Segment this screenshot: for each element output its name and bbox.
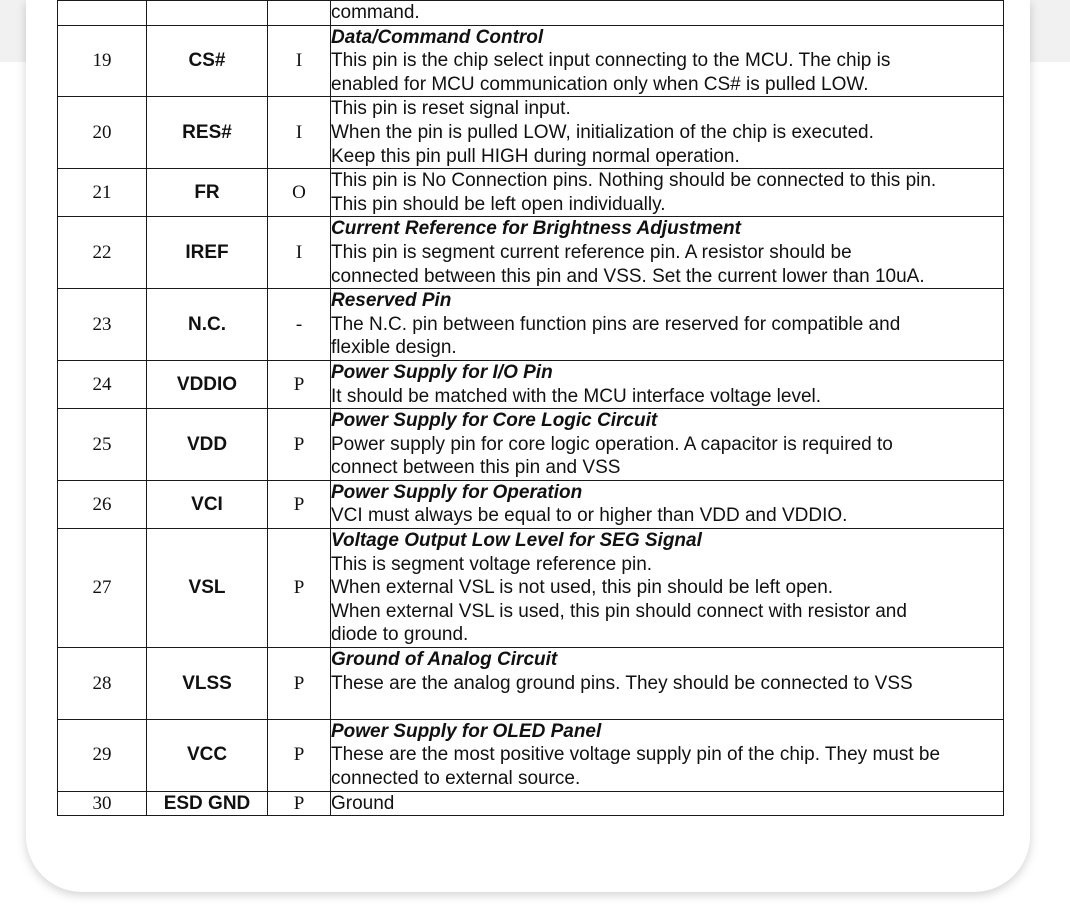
- description-line: connected between this pin and VSS. Set the current lower than 10uA.: [331, 265, 925, 287]
- pin-name-cell: VSL: [147, 529, 268, 648]
- description-line: connected to external source.: [331, 768, 581, 789]
- pin-description-cell: [331, 480, 1004, 528]
- pin-table-body: [58, 1, 1004, 816]
- table-row: [58, 360, 1004, 408]
- pin-type-cell: [268, 1, 331, 26]
- pin-description-cell: [331, 169, 1004, 217]
- pin-name-cell: FR: [147, 169, 268, 217]
- description-heading: Voltage Output Low Level for SEG Signal: [331, 530, 702, 552]
- pin-type-cell: P: [268, 648, 331, 720]
- pin-number-cell: 25: [58, 409, 147, 481]
- pin-description-cell: [331, 1, 1004, 26]
- pin-number-cell: 21: [58, 169, 147, 217]
- description-line: When the pin is pulled LOW, initialization of the chip is executed.: [331, 121, 874, 143]
- pin-type-cell: I: [268, 25, 331, 97]
- pin-type-cell: I: [268, 217, 331, 289]
- table-row: [58, 409, 1004, 481]
- pin-description-cell: [331, 97, 1004, 169]
- pin-type-cell: P: [268, 791, 331, 816]
- pin-name-cell: CS#: [147, 25, 268, 97]
- pin-type-cell: P: [268, 360, 331, 408]
- description-line: enabled for MCU communication only when CS# is pulled LOW.: [331, 73, 869, 95]
- description-heading: Power Supply for I/O Pin: [331, 361, 553, 383]
- pin-description-cell: [331, 791, 1004, 816]
- pin-type-cell: P: [268, 529, 331, 648]
- pin-description-cell: [331, 648, 1004, 720]
- pin-name-cell: ESD GND: [147, 791, 268, 816]
- description-line: [331, 695, 1003, 719]
- description-line: diode to ground.: [331, 624, 469, 646]
- pin-description-cell: [331, 217, 1004, 289]
- description-line: This is segment voltage reference pin.: [331, 553, 653, 575]
- pin-name-cell: VCC: [147, 719, 268, 791]
- table-row: [58, 217, 1004, 289]
- pin-number-cell: 23: [58, 289, 147, 361]
- table-row: [58, 480, 1004, 528]
- description-line: This pin should be left open individually.: [331, 193, 666, 215]
- pin-name-cell: [147, 1, 268, 26]
- description-heading: Reserved Pin: [331, 290, 452, 312]
- description-line: VCI must always be equal to or higher than VDD and VDDIO.: [331, 505, 848, 527]
- description-line: Ground: [331, 792, 395, 814]
- description-heading: Data/Command Control: [331, 26, 544, 48]
- description-line: When external VSL is used, this pin should connect with resistor and: [331, 600, 907, 622]
- table-row: [58, 25, 1004, 97]
- pin-number-cell: 20: [58, 97, 147, 169]
- pin-number-cell: 19: [58, 25, 147, 97]
- pin-name-cell: VCI: [147, 480, 268, 528]
- pin-description-cell: [331, 25, 1004, 97]
- description-heading: Power Supply for OLED Panel: [331, 720, 602, 742]
- description-line: This pin is reset signal input.: [331, 98, 571, 120]
- pin-name-cell: RES#: [147, 97, 268, 169]
- description-line: It should be matched with the MCU interface voltage level.: [331, 385, 822, 407]
- description-line: When external VSL is not used, this pin should be left open.: [331, 577, 834, 599]
- pin-number-cell: 26: [58, 480, 147, 528]
- pin-description-cell: [331, 409, 1004, 481]
- description-line: This pin is the chip select input connecting to the MCU. The chip is: [331, 50, 891, 72]
- pin-description-cell: [331, 529, 1004, 648]
- pin-type-cell: -: [268, 289, 331, 361]
- pin-number-cell: 28: [58, 648, 147, 720]
- table-row: [58, 648, 1004, 720]
- pin-type-cell: I: [268, 97, 331, 169]
- pin-description-cell: [331, 289, 1004, 361]
- description-heading: Power Supply for Operation: [331, 481, 583, 503]
- pin-type-cell: O: [268, 169, 331, 217]
- pin-name-cell: VDDIO: [147, 360, 268, 408]
- table-row: [58, 529, 1004, 648]
- pin-name-cell: IREF: [147, 217, 268, 289]
- description-line: These are the most positive voltage supply pin of the chip. They must be: [331, 744, 941, 766]
- table-row: [58, 791, 1004, 816]
- description-heading: Ground of Analog Circuit: [331, 649, 558, 671]
- pin-description-cell: [331, 360, 1004, 408]
- description-line: flexible design.: [331, 337, 457, 359]
- pin-name-cell: VDD: [147, 409, 268, 481]
- description-heading: Current Reference for Brightness Adjustment: [331, 218, 741, 240]
- pin-type-cell: P: [268, 719, 331, 791]
- pin-type-cell: P: [268, 480, 331, 528]
- table-row: [58, 1, 1004, 26]
- description-heading: Power Supply for Core Logic Circuit: [331, 410, 658, 432]
- table-row: [58, 719, 1004, 791]
- pin-number-cell: 29: [58, 719, 147, 791]
- description-line: These are the analog ground pins. They should be connected to VSS: [331, 672, 913, 694]
- pin-description-cell: [331, 719, 1004, 791]
- description-line: connect between this pin and VSS: [331, 457, 621, 479]
- table-row: [58, 169, 1004, 217]
- description-line: Keep this pin pull HIGH during normal operation.: [331, 145, 740, 167]
- pin-number-cell: 30: [58, 791, 147, 816]
- pin-description-table: [57, 0, 1004, 816]
- description-line: command.: [331, 2, 420, 23]
- pin-number-cell: 24: [58, 360, 147, 408]
- table-row: [58, 289, 1004, 361]
- pin-name-cell: VLSS: [147, 648, 268, 720]
- description-line: The N.C. pin between function pins are reserved for compatible and: [331, 313, 901, 335]
- description-line: This pin is No Connection pins. Nothing should be connected to this pin.: [331, 170, 937, 192]
- description-line: This pin is segment current reference pin. A resistor should be: [331, 241, 852, 263]
- table-row: [58, 97, 1004, 169]
- pin-name-cell: N.C.: [147, 289, 268, 361]
- pin-type-cell: P: [268, 409, 331, 481]
- pin-number-cell: [58, 1, 147, 26]
- pin-number-cell: 22: [58, 217, 147, 289]
- pin-number-cell: 27: [58, 529, 147, 648]
- description-line: Power supply pin for core logic operation. A capacitor is required to: [331, 433, 893, 455]
